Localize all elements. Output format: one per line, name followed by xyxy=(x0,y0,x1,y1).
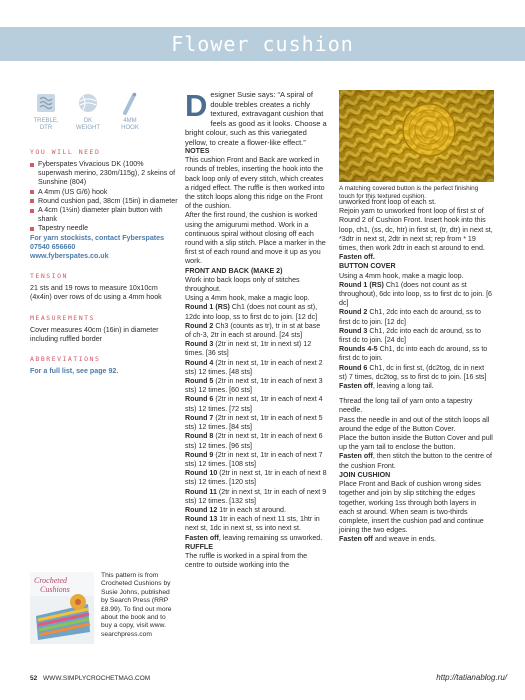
abbreviations-heading: ABBREVIATIONS xyxy=(30,355,101,364)
icon-caption: TREBLE, DTR xyxy=(33,118,59,131)
footer xyxy=(30,675,150,682)
tension-text: 21 sts and 19 rows to measure 10x10cm (4x4in) over rows of dc using a 4mm hook xyxy=(30,284,162,302)
footer-site: WWW.SIMPLYCROCHETMAG.COM xyxy=(43,675,151,682)
round-line: Round 6 Ch1, dc in first st, (dc2tog, dc in next st) 7 times, dc2tog, ss to first dc to join. [16 sts] xyxy=(339,363,487,381)
you-will-need-heading: YOU WILL NEED xyxy=(30,148,101,156)
icon-caption: DK WEIGHT xyxy=(76,118,100,131)
ruffle-text: The ruffle is worked in a spiral from the centre to outside working into the xyxy=(185,551,308,570)
yarn-weight-icon xyxy=(30,90,62,116)
fasten-off-line: Fasten off, leaving a long tail. xyxy=(339,382,434,391)
list-item: Tapestry needle xyxy=(30,224,178,233)
round-line: Round 4 (2tr in next st, 1tr in each of next 2 sts) 12 times. [48 sts] xyxy=(185,358,323,376)
list-item: Fyberspates Vivacious DK (100% superwash merino, 230m/115g), 2 skeins of Sunshine (804) xyxy=(30,160,178,188)
fasten-off-line: Fasten off, then stitch the button to the centre of the cushion Front. xyxy=(339,452,493,470)
ruffle-heading: RUFFLE xyxy=(185,542,213,551)
fasten-off-line: Fasten off, leaving remaining ss unworked. xyxy=(185,533,323,542)
round-line: Round 12 1tr in each st around. xyxy=(185,505,286,514)
book-cover-image xyxy=(30,572,94,644)
book-cover-title-line1: Crocheted xyxy=(34,576,68,585)
column-2 xyxy=(185,90,327,570)
round-line: Rounds 4-5 Ch1, dc into each dc around, ss to first dc to join. xyxy=(339,345,488,363)
measurements-heading: MEASUREMENTS xyxy=(30,313,95,322)
cushion-photo xyxy=(339,90,494,182)
sidebar xyxy=(30,90,178,376)
tension-heading: TENSION xyxy=(30,272,68,281)
button-instructions: Thread the long tail of yarn onto a tapestry needle. Pass the needle in and out of the stitch loops all around the edge of the Button Cover. Place the button inside the Button Cover and pull up the yarn tail to enclose the button. xyxy=(339,397,493,452)
intro-text: esigner Susie says: “A spiral of double trebles creates a richly textured, extravagant cushion that feels as good as it looks. Choose a bright colour, such as this variegated yellow, to create a flower-like effect.” xyxy=(185,90,327,147)
round-line: Round 1 (RS) Ch1 (does not count as st throughout), 6dc into loop, ss to first dc to join. [6 dc] xyxy=(339,280,492,308)
page-number: 52 xyxy=(30,675,38,682)
list-item: A 4cm (1½in) diameter plain button with shank xyxy=(30,206,178,224)
round-line: Round 5 (2tr in next st, 1tr in each of next 3 sts) 12 times. [60 sts] xyxy=(185,377,323,395)
round-line: Round 7 (2tr in next st, 1tr in each of next 5 sts) 12 times. [84 sts] xyxy=(185,413,323,432)
fasten-off-line: Fasten off and weave in ends. xyxy=(339,535,437,544)
materials-list xyxy=(30,160,178,261)
hook-icon-cell xyxy=(114,90,146,132)
round-line: Round 10 (2tr in next st, 1tr in each of next 8 sts) 12 times. [120 sts] xyxy=(185,469,327,487)
notes-para: This cushion Front and Back are worked in rounds of trebles, inserting the hook into the back loop only of every stitch, which creates a ridged effect. The ruffle is then worked into the stitch loops along this ridge on the Front of the cushion. xyxy=(185,156,325,211)
round-line: Round 13 1tr in each of next 11 sts, 1htr in next st, 1dc in next st, ss into next st. xyxy=(185,515,320,533)
round-line: Round 2 Ch1, 2dc into each dc around, ss to first dc to join. [12 dc] xyxy=(339,308,481,326)
measurements-text: Cover measures 40cm (16in) in diameter including ruffled border xyxy=(30,325,159,343)
join-cushion-heading: JOIN CUSHION xyxy=(339,470,391,479)
front-back-heading: FRONT AND BACK (MAKE 2) xyxy=(185,266,283,275)
book-cover-title-line2: Cushions xyxy=(40,585,70,594)
ruffle-continued: unworked front loop of each st. Rejoin yarn to unworked front loop of first st of Round 2 of Cushion Front. Insert hook into this loop, ch1, (ss, dc, htr) in first st, (tr, dtr) in next st, *3dtr in next st, 2dtr in next st; rep from * 19 times, then work 2dtr in each st around to end. xyxy=(339,198,493,253)
dropcap: D xyxy=(185,88,208,123)
button-cover-heading: BUTTON COVER xyxy=(339,262,396,271)
fasten-off: Fasten off. xyxy=(339,253,375,262)
photo-caption: A matching covered button is the perfect finishing touch for this textured cushion. xyxy=(339,185,479,200)
stitch-icon-cell xyxy=(30,90,62,132)
button-cover-intro: Using a 4mm hook, make a magic loop. xyxy=(339,271,464,280)
round-line: Round 1 (RS) Ch1 (does not count as st), 12dc into loop, ss to first dc to join. [12 dc] xyxy=(185,303,318,321)
join-cushion-text: Place Front and Back of cushion wrong sides together and join by slip stitching the edges together, working 1ss through both layers in each st around. When seam is two-thirds complete, insert the cushion pad and continue joining the two edges. xyxy=(339,480,484,535)
round-line: Round 3 Ch1, 2dc into each dc around, ss to first dc to join. [24 dc] xyxy=(339,326,481,345)
front-back-intro: Work into back loops only of stitches throughout. Using a 4mm hook, make a magic loop. xyxy=(185,275,310,303)
page-title: Flower cushion xyxy=(171,32,354,56)
list-item: A 4mm (US G/6) hook xyxy=(30,188,178,197)
round-line: Round 9 (2tr in next st, 1tr in each of next 7 sts) 12 times. [108 sts] xyxy=(185,450,323,468)
list-item: Round cushion pad, 38cm (15in) in diameter xyxy=(30,197,178,206)
book-info: This pattern is from Crocheted Cushions by Susie Johns, published by Search Press (RRP £8.99). To find out more about the book and to buy a copy, visit www. searchpress.com xyxy=(101,572,172,638)
notes-heading: NOTES xyxy=(185,147,210,155)
weight-icon-cell xyxy=(72,90,104,132)
stockists-link[interactable]: For yarn stockists, contact Fyberspates 07540 656660 xyxy=(30,233,165,251)
round-line: Round 3 (2tr in next st, 1tr in next st) 12 times. [36 sts] xyxy=(185,340,312,358)
abbreviations-link[interactable]: For a full list, see page 92. xyxy=(30,367,119,376)
notes-para: After the first round, the cushion is worked using the amigurumi method. Work in a continuous spiral without closing off each round with a slip stitch. Place a marker in the first st of each round and move it up as you work. xyxy=(185,211,326,266)
round-line: Round 11 (2tr in next st, 1tr in each of next 9 sts) 12 times. [132 sts] xyxy=(185,487,327,505)
title-bar xyxy=(0,27,525,61)
icon-caption: 4MM HOOK xyxy=(121,118,139,131)
hook-icon xyxy=(114,90,146,116)
column-3-text xyxy=(339,198,493,545)
watermark: http://tatianablog.ru/ xyxy=(436,673,507,682)
skill-icons xyxy=(30,90,178,132)
round-line: Round 6 (2tr in next st, 1tr in each of next 4 sts) 12 times. [72 sts] xyxy=(185,395,323,413)
round-line: Round 8 (2tr in next st, 1tr in each of next 6 sts) 12 times. [96 sts] xyxy=(185,432,323,450)
round-line: Round 2 Ch3 (counts as tr), tr in st at base of ch-3, 2tr in each st around. [24 sts] xyxy=(185,321,321,340)
ball-icon xyxy=(72,90,104,116)
web-link[interactable]: www.fyberspates.co.uk xyxy=(30,252,109,261)
